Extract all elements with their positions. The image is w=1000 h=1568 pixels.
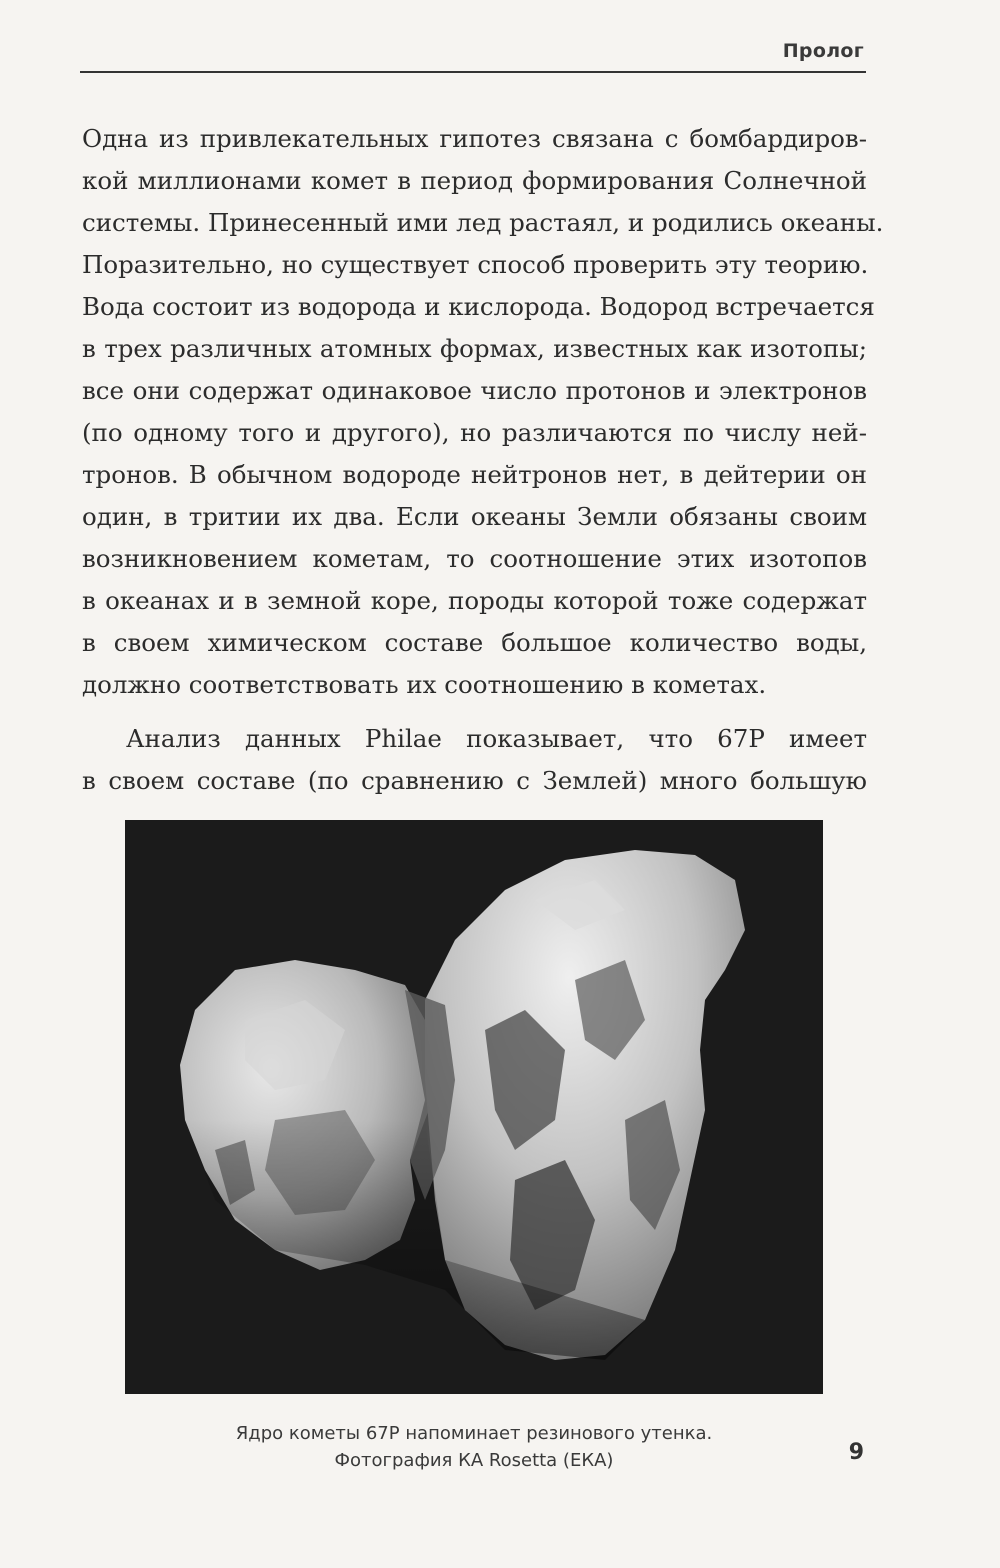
- paragraph-1: [82, 118, 884, 706]
- paragraph-2: [82, 718, 867, 802]
- paragraph-gap: [82, 706, 867, 718]
- text-line: в своем химическом составе большое количество воды,: [82, 628, 867, 657]
- body-text: [82, 118, 884, 802]
- caption-line-1: Ядро кометы 67P напоминает резинового утенка.: [235, 1423, 713, 1444]
- text-line: кой миллионами комет в период формирования Солнечной: [82, 166, 867, 195]
- text-line: один, в тритии их два. Если океаны Земли обязаны своим: [82, 502, 867, 531]
- text-line: все они содержат одинаковое число протонов и электронов: [82, 376, 867, 405]
- running-title: Пролог: [782, 40, 864, 62]
- comet-67p-image: [125, 820, 823, 1394]
- text-line: в трех различных атомных формах, известных как изотопы;: [82, 334, 867, 363]
- text-line: возникновением кометам, то соотношение этих изотопов: [82, 544, 867, 573]
- text-line: Анализ данных Philae показывает, что 67P имеет: [126, 724, 867, 753]
- text-line: (по одному того и другого), но различаются по числу ней-: [82, 418, 867, 447]
- comet-photo: [125, 820, 823, 1394]
- text-line: в океанах и в земной коре, породы которой тоже содержат: [82, 586, 867, 615]
- text-line: тронов. В обычном водороде нейтронов нет, в дейтерии он: [82, 460, 867, 489]
- caption-line-2: Фотография КА Rosetta (ЕКА): [334, 1450, 614, 1471]
- text-line: в своем составе (по сравнению с Землей) много большую: [82, 766, 867, 795]
- page-number: 9: [848, 1440, 864, 1465]
- text-line: Одна из привлекательных гипотез связана с бомбардиров-: [82, 124, 867, 153]
- figure-caption: [125, 1420, 823, 1474]
- text-line: системы. Принесенный ими лед растаял, и родились океаны.: [82, 208, 884, 237]
- header-rule: [80, 71, 866, 73]
- text-line: Поразительно, но существует способ проверить эту теорию.: [82, 250, 869, 279]
- text-line: Вода состоит из водорода и кислорода. Водород встречается: [82, 292, 875, 321]
- text-line: должно соответствовать их соотношению в кометах.: [82, 670, 767, 699]
